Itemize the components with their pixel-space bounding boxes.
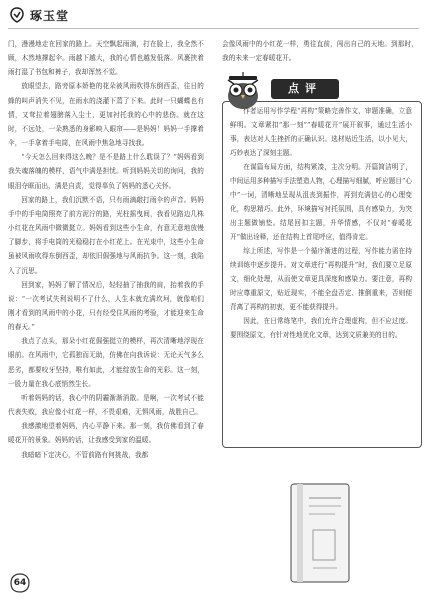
brand bbox=[8, 6, 69, 24]
comment-paragraph: 因此，在日常练笔中，我们允许合理虚构，但不应过度。要围绕原文，有针对性地优化文章，达到文质兼美的目的。 bbox=[230, 317, 412, 339]
paragraph: 听着妈妈的话，我心中的阴霾渐渐消散。是啊，一次考试不能代表失败，我应像小红花一样，不畏艰难，无惧风雨，战胜自己。 bbox=[8, 393, 204, 417]
paragraph: “今天怎么回来得这么晚？是不是路上什么耽误了？”妈妈看到我失魂落魄的模样，语气中满是担忧。听到妈妈关切的询问，我的眼泪夺眶而出，满是自责，觉得辜负了妈妈的悉心关怀。 bbox=[8, 153, 204, 190]
article-right-column bbox=[222, 37, 418, 65]
paragraph: 回家的路上，我们沉默不语，只有雨滴敲打雨伞的声音。妈妈手中的手电筒照亮了前方泥泞的路，光柱摇曳间，我看见路边几株小红花在风雨中微微挺立。妈妈看到这些小生命，有意无意地放慢了脚步，将手电筒的光稳稳打在小红花上。在光束中，这些小生命虽被风雨吹得东倒西歪，却依旧倔强地与风雨抗争。这一刻，我陷入了沉思。 bbox=[8, 195, 204, 275]
paragraph: 我感激地望着妈妈，内心平静下来。那一刻，我仿佛看到了春暖花开的景象。妈妈的话，让我感受到家的温暖。 bbox=[8, 422, 204, 445]
comment-paragraph: 综上所述，写作是一个循序渐进的过程，写作能力需在持续训练中逐步提升。对文章进行“再构提升”时，我们要立足原文，细化处理，从而使文章更具深度和感染力。要注意，再构时应尊重原文，贴近现实，不能全盘否定、推倒重来，否则便背离了再构的初衷，更不能获得提升。 bbox=[230, 247, 412, 311]
comment-body bbox=[230, 104, 412, 342]
paragraph: 回到家，妈妈了解了情况后，轻轻抽了抽我的肩，抬着我的手说：“一次考试失利说明不了什么，人生本就充满坎坷，就像咱们刚才看到的风雨中的小花，只有经受住风雨的考验，才能迎来生命的春天。” bbox=[8, 280, 204, 332]
brand-title: 琢玉堂 bbox=[30, 8, 70, 23]
comment-paragraph: 在谋篇布局方面，结构紧凑，主次分明。开篇简洁明了，中间运用多种描写手法塑造人物，心理描写细腻，呼应题目“心中”一词，清晰地呈现从沮丧到振作，再到充满信心的心理变化，构思精巧。此外，环境描写衬托氛围，具有感染力，为突出主题做铺垫。结尾回扣主题，升华情感，不仅对“春暖花开”做出诠释，还在结构上首尾呼应，值得肯定。 bbox=[230, 163, 412, 241]
book-illustration-icon bbox=[285, 480, 355, 588]
comment-tag-label: 点评 bbox=[288, 82, 322, 95]
page-number bbox=[8, 572, 32, 594]
paragraph: 放眼望去，路旁原本娇艳的花朵被风雨吹得东倒西歪，往日的蜂的叫声消失不见，在雨水的浇灌下蔫了下来。此时一只蝴蝶也有情，又耷拉着翅膀落入尘土，更加衬托我的心中的悲伤。就在这时，不远处，一朵熟悉的身影映入眼帘——是妈妈！妈妈一手撑着伞，一手拿着手电筒，在风雨中焦急地寻找我。 bbox=[8, 82, 204, 148]
header-divider bbox=[8, 28, 419, 29]
comment-tag bbox=[271, 79, 339, 99]
paragraph: 会像风雨中的小红花一样，勇往直前，闯出自己的天地。到那时，我的未来一定春暖花开。 bbox=[222, 40, 418, 63]
paragraph: 我暗暗下定决心，不管前路有何挑战，我都 bbox=[21, 450, 149, 459]
comment-paragraph: 作者运用写作学程“再构”策略完善作文，审题准确，立意鲜明。文章紧扣“那一刻”“春暖花开”展开叙事，通过生活小事，表达对人生挫折的正确认识。选材贴近生活，以小见大，巧妙表达了深刻主题。 bbox=[230, 107, 412, 157]
paragraph: 我点了点头，那朵小红花倔强挺立的模样，再次清晰地浮现在眼前。在风雨中，它孤独而无助，仿佛在向我诉说：无论天气多么恶劣，都要咬牙坚持，唯有如此，才能绽放生命的光彩。这一刻，一股力量在我心底悄然生长。 bbox=[8, 337, 204, 388]
paragraph: 门，漫漫地走在回家的路上。天空飘起雨滴，打在脸上，我全然不顾，木然地撑起伞。雨越下越大，我的心情也越发低落。风裹挟着雨打湿了书包和裤子，我却浑然不觉。 bbox=[8, 40, 204, 77]
brand-logo-icon bbox=[8, 6, 26, 24]
page-number-label: 64 bbox=[13, 578, 27, 588]
article-left-column bbox=[8, 37, 204, 462]
